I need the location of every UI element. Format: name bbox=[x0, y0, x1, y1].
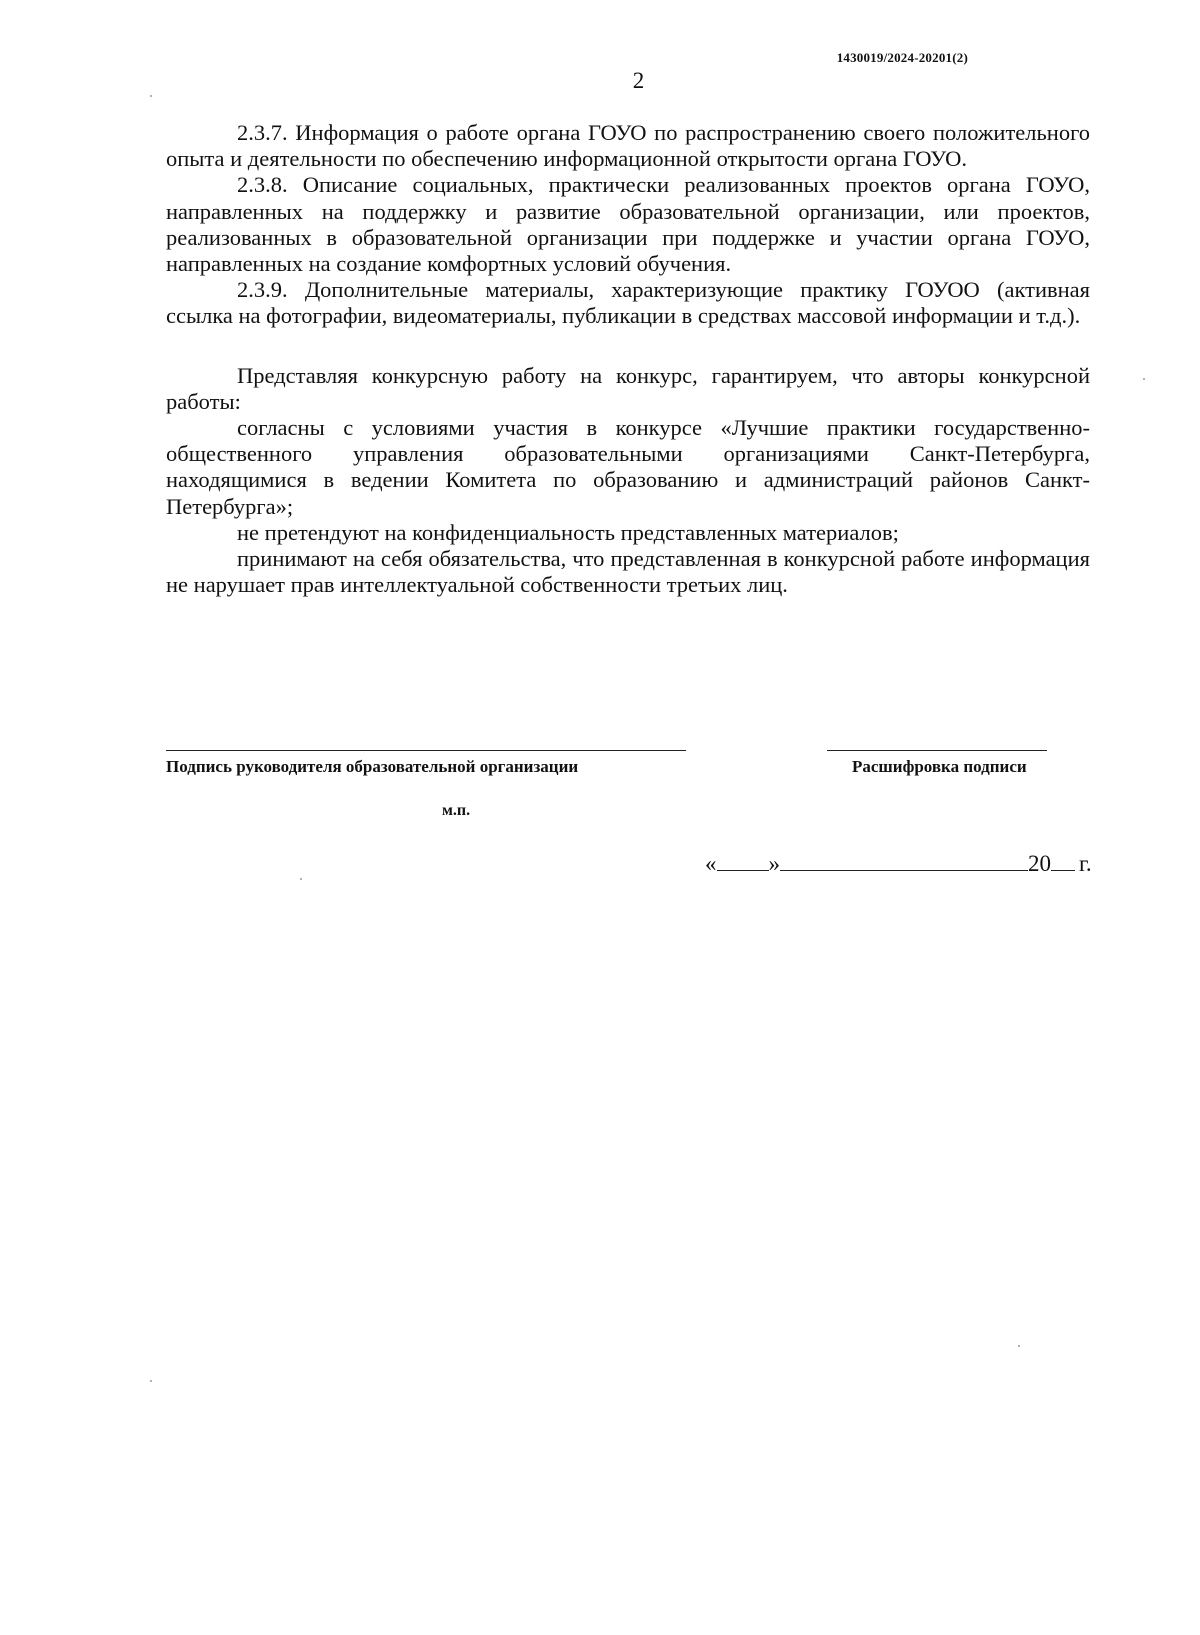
guarantee-item-conditions: согласны с условиями участия в конкурсе «Лучшие практики государственно-общественного управления образовательными организациями Санкт-Петербурга, находящимися в ведении Комитета по образованию и администраций районов Санкт-Петербурга»; bbox=[166, 415, 1090, 519]
signature-decoding-caption: Расшифровка подписи bbox=[852, 757, 1027, 776]
paragraph-2-3-7: 2.3.7. Информация о работе органа ГОУО по распространению своего положительного опыта и деятельности по обеспечению информационной открытости органа ГОУО. bbox=[166, 120, 1090, 172]
date-year-prefix: 20 bbox=[1028, 851, 1051, 876]
guarantee-item-ip-rights: принимают на себя обязательства, что представленная в конкурсной работе информация не нарушает прав интеллектуальной собственности третьих лиц. bbox=[166, 546, 1090, 598]
date-open-quote: « bbox=[705, 851, 717, 876]
guarantee-intro: Представляя конкурсную работу на конкурс, гарантируем, что авторы конкурсной работы: bbox=[166, 362, 1090, 414]
scan-speck bbox=[150, 1380, 152, 1382]
stamp-place-label: м.п. bbox=[442, 802, 471, 819]
scan-speck bbox=[1018, 1345, 1020, 1347]
signature-decoding-line bbox=[827, 750, 1047, 751]
scan-speck bbox=[300, 878, 302, 880]
signature-caption: Подпись руководителя образовательной организации bbox=[166, 757, 579, 776]
paragraph-2-3-9: 2.3.9. Дополнительные материалы, характеризующие практику ГОУОО (активная ссылка на фотографии, видеоматериалы, публикации в средствах массовой информации и т.д.). bbox=[166, 277, 1090, 329]
guarantee-item-confidentiality: не претендуют на конфиденциальность представленных материалов; bbox=[237, 519, 899, 545]
paragraph-gap bbox=[166, 330, 1090, 363]
scan-speck bbox=[1143, 378, 1145, 380]
signature-line bbox=[166, 750, 686, 751]
paragraph-2-3-8: 2.3.8. Описание социальных, практически реализованных проектов органа ГОУО, направленных на поддержку и развитие образовательной организации, или проектов, реализованных в образовательной организации при поддержке и участии органа ГОУО, направленных на создание комфортных условий обучения. bbox=[166, 172, 1090, 277]
date-close-quote: » bbox=[768, 851, 780, 876]
page-number: 2 bbox=[632, 68, 645, 93]
date-year-blank bbox=[1051, 850, 1075, 871]
date-year-suffix: г. bbox=[1079, 851, 1092, 876]
document-body bbox=[166, 120, 1090, 598]
document-id: 1430019/2024-20201(2) bbox=[836, 50, 968, 65]
scan-speck bbox=[150, 95, 152, 97]
date-month-blank bbox=[780, 850, 1028, 871]
date-line bbox=[705, 850, 1092, 877]
date-day-blank bbox=[717, 850, 769, 871]
